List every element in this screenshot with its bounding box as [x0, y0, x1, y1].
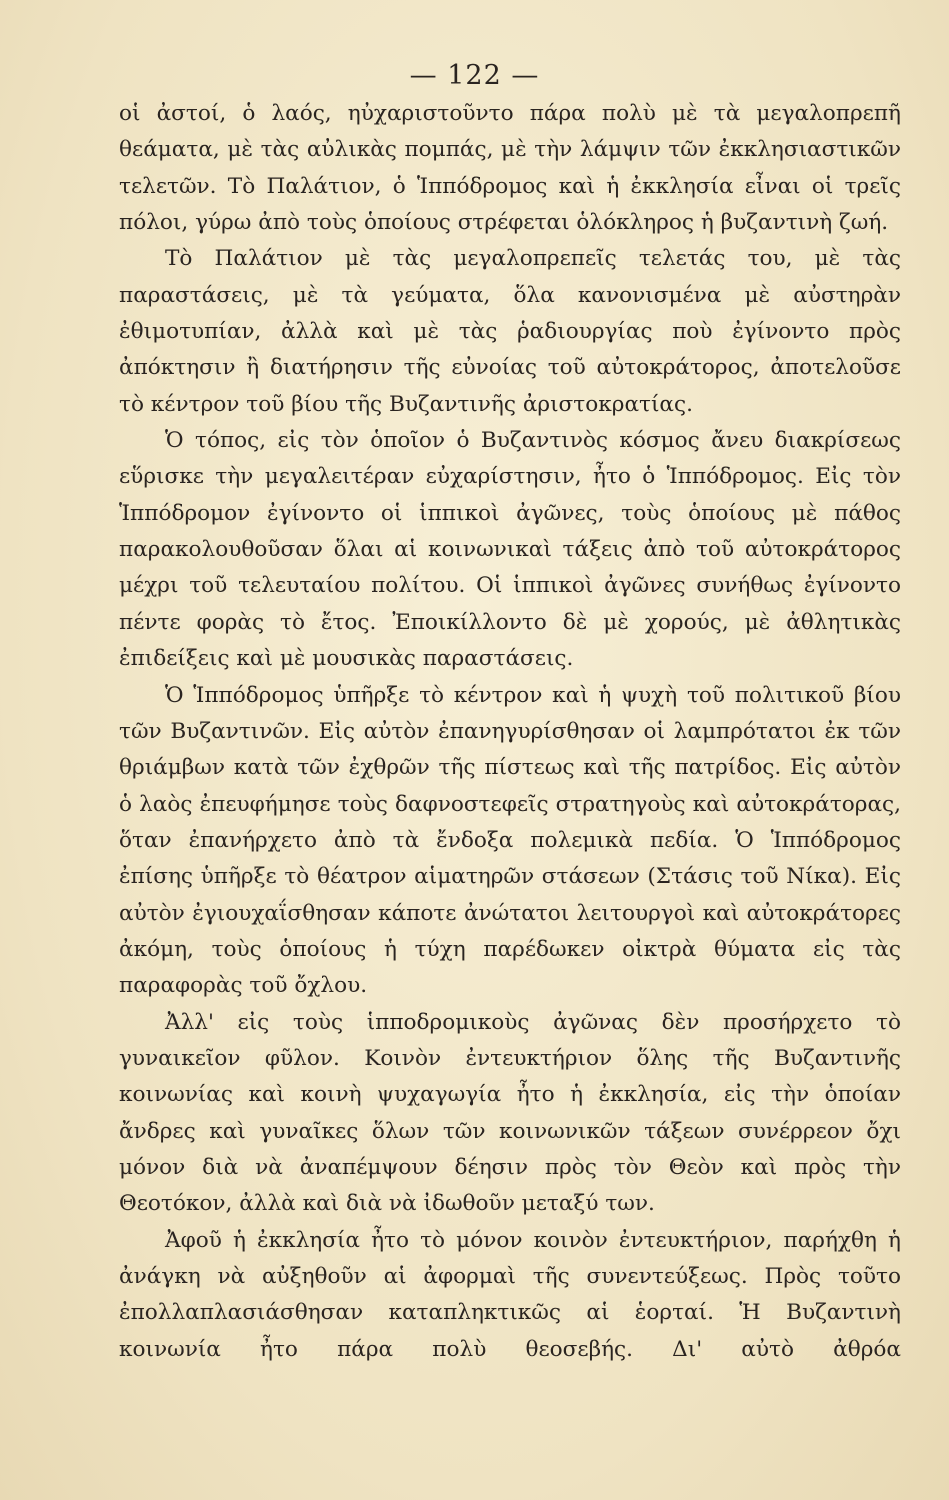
paragraph: Ἀφοῦ ἡ ἐκκλησία ἦτο τὸ μόνον κοινὸν ἐντευκτήριον, παρήχθη ἡ ἀνάγκη νὰ αὐξηθοῦν αἱ ἀφορμαὶ τῆς συνεντεύξεως. Πρὸς τοῦτο ἐπολλαπλασιάσθησαν καταπληκτικῶς αἱ ἑορταί. Ἡ Βυζαντινὴ κοινωνία ἦτο πάρα πολὺ θεοσεβής. Δι' αὐτὸ ἀθρόα: [119, 1227, 901, 1362]
paragraph: Ὁ τόπος, εἰς τὸν ὁποῖον ὁ Βυζαντινὸς κόσμος ἄνευ διακρίσεως εὕρισκε τὴν μεγαλειτέραν εὐχαρίστησιν, ἦτο ὁ Ἱππόδρομος. Εἰς τὸν Ἱππόδρομον ἐγίνοντο οἱ ἱππικοὶ ἀγῶνες, τοὺς ὁποίους μὲ πάθος παρακολουθοῦσαν ὅλαι αἱ κοινωνικαὶ τάξεις ἀπὸ τοῦ αὐτοκράτορος μέχρι τοῦ τελευταίου πολίτου. Οἱ ἱππικοὶ ἀγῶνες συνήθως ἐγίνοντο πέντε φορὰς τὸ ἔτος. Ἐποικίλλοντο δὲ μὲ χορούς, μὲ ἀθλητικὰς ἐπιδείξεις καὶ μὲ μουσικὰς παραστάσεις.: [119, 428, 901, 672]
paragraph: οἱ ἀστοί, ὁ λαός, ηὐχαριστοῦντο πάρα πολὺ μὲ τὰ μεγαλοπρεπῆ θεάματα, μὲ τὰς αὐλικὰς πομπάς, μὲ τὴν λάμψιν τῶν ἐκκλησιαστικῶν τελετῶν. Τὸ Παλάτιον, ὁ Ἱππόδρομος καὶ ἡ ἐκκλησία εἶναι οἱ τρεῖς πόλοι, γύρω ἀπὸ τοὺς ὁποίους στρέφεται ὁλόκληρος ἡ βυζαντινὴ ζωή.: [119, 101, 901, 236]
page-number: — 122 —: [409, 60, 540, 91]
paragraph: Ὁ Ἱππόδρομος ὑπῆρξε τὸ κέντρον καὶ ἡ ψυχὴ τοῦ πολιτικοῦ βίου τῶν Βυζαντινῶν. Εἰς αὐτὸν ἐπανηγυρίσθησαν οἱ λαμπρότατοι ἐκ τῶν θριάμβων κατὰ τῶν ἐχθρῶν τῆς πίστεως καὶ τῆς πατρίδος. Εἰς αὐτὸν ὁ λαὸς ἐπευφήμησε τοὺς δαφνοστεφεῖς στρατηγοὺς καὶ αὐτοκράτορας, ὅταν ἐπανήρχετο ἀπὸ τὰ ἔνδοξα πολεμικὰ πεδία. Ὁ Ἱππόδρομος ἐπίσης ὑπῆρξε τὸ θέατρον αἱματηρῶν στάσεων (Στάσις τοῦ Νίκα). Εἰς αὐτὸν ἐγιουχαΐσθησαν κάποτε ἀνώτατοι λειτουργοὶ καὶ αὐτοκράτορες ἀκόμη, τοὺς ὁποίους ἡ τύχη παρέδωκεν οἰκτρὰ θύματα εἰς τὰς παραφορὰς τοῦ ὄχλου.: [119, 682, 901, 999]
paragraph: Ἀλλ' εἰς τοὺς ἱπποδρομικοὺς ἀγῶνας δὲν προσήρχετο τὸ γυναικεῖον φῦλον. Κοινὸν ἐντευκτήριον ὅλης τῆς Βυζαντινῆς κοινωνίας καὶ κοινὴ ψυχαγωγία ἦτο ἡ ἐκκλησία, εἰς τὴν ὁποίαν ἄνδρες καὶ γυναῖκες ὅλων τῶν κοινωνικῶν τάξεων συνέρρεον ὄχι μόνον διὰ νὰ ἀναπέμψουν δέησιν πρὸς τὸν Θεὸν καὶ πρὸς τὴν Θεοτόκον, ἀλλὰ καὶ διὰ νὰ ἰδωθοῦν μεταξύ των.: [119, 1009, 901, 1217]
paragraph: Τὸ Παλάτιον μὲ τὰς μεγαλοπρεπεῖς τελετάς του, μὲ τὰς παραστάσεις, μὲ τὰ γεύματα, ὅλα κανονισμένα μὲ αὐστηρὰν ἐθιμοτυπίαν, ἀλλὰ καὶ μὲ τὰς ῥαδιουργίας ποὺ ἐγίνοντο πρὸς ἀπόκτησιν ἢ διατήρησιν τῆς εὐνοίας τοῦ αὐτοκράτορος, ἀποτελοῦσε τὸ κέντρον τοῦ βίου τῆς Βυζαντινῆς ἀριστοκρατίας.: [119, 246, 901, 417]
body-text: [119, 96, 901, 1368]
